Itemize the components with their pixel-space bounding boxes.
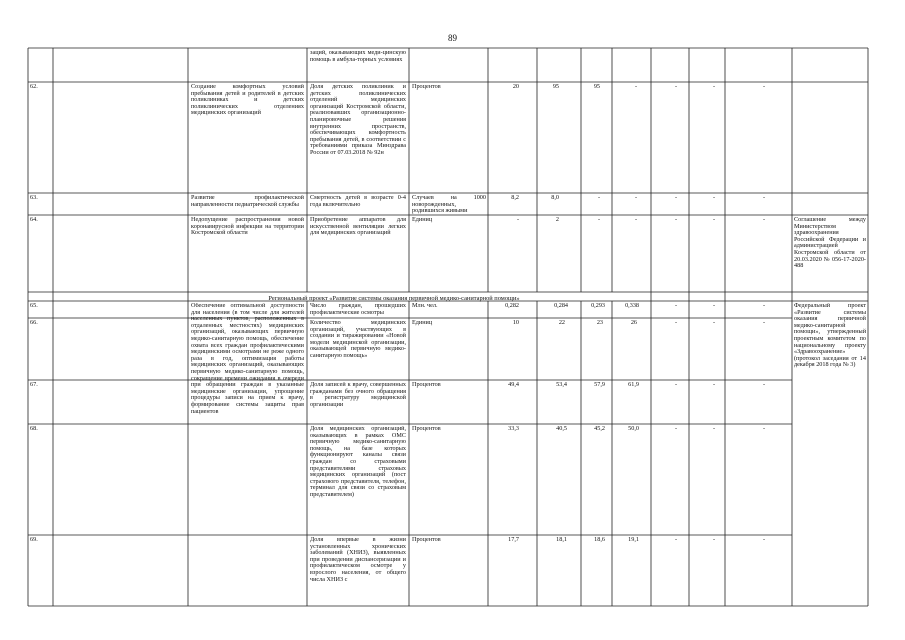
indicator-text: Доля впервые в жизни установленных хронических заболеваний (ХНИЗ), выявленных при проведении диспансеризации и профилактическом осмотре у взрослого населения, от общего числа ХНИЗ с xyxy=(310,537,406,583)
unit-text: Случаев на 1000 новорожденных, родившихся живыми xyxy=(412,195,486,215)
page-number: 89 xyxy=(448,33,457,43)
value-2020: 18,1 xyxy=(556,537,567,543)
value-2024: - xyxy=(712,303,715,309)
value-2021: - xyxy=(597,195,600,201)
value-2023: - xyxy=(674,537,677,543)
indicator-text: Количество медицинских организаций, участвующих в создании и тиражировании «Новой модели медицинской организации, оказывающей первичную медико-санитарную помощь» xyxy=(310,320,406,359)
value-2021: 95 xyxy=(593,84,600,90)
value-2023: - xyxy=(674,303,677,309)
unit-text: Единиц xyxy=(412,217,433,223)
value-2023: - xyxy=(674,382,677,388)
event-text: Недопущение распространения новой коронавирусной инфекции на территории Костромской области xyxy=(191,217,304,237)
value-2019: 17,7 xyxy=(508,537,519,543)
value-2025: - xyxy=(762,382,765,388)
indicator-text: Доля медицинских организаций, оказывающих в рамках ОМС первичную медико-санитарную помощь, на базе которых функционируют каналы связи граждан со страховыми представителями страховых медицинских организаций (пост страхового представителя, телефон, терминал для связи со страховым представителем) xyxy=(310,426,406,498)
value-2022: 0,338 xyxy=(625,303,639,309)
basis-note: Соглашение между Министерством здравоохранения Российской Федерации и администрацией Костромской области от 20.03.2020 № 056-17-2020-488 xyxy=(794,217,866,270)
value-2022: - xyxy=(634,217,637,223)
event-text: Развитие профилактической направленности педиатрической службы xyxy=(191,195,304,208)
row-number: 63. xyxy=(30,195,38,201)
value-2021: 0,293 xyxy=(591,303,605,309)
value-2023: - xyxy=(674,84,677,90)
value-2019: 0,282 xyxy=(505,303,519,309)
row-number: 66. xyxy=(30,320,38,326)
row-number: 62. xyxy=(30,84,38,90)
value-2021: 18,6 xyxy=(594,537,605,543)
value-2024: - xyxy=(712,84,715,90)
value-2019: 20 xyxy=(512,84,519,90)
value-2020: 53,4 xyxy=(556,382,567,388)
row-number: 68. xyxy=(30,426,38,432)
event-text: Создание комфортных условий пребывания детей и родителей в детских поликлиниках и детских поликлинических отделениях медицинских организаций xyxy=(191,84,304,117)
value-2020: 0,284 xyxy=(554,303,568,309)
unit-text: Процентов xyxy=(412,382,441,388)
value-2025: - xyxy=(762,217,765,223)
unit-text: Процентов xyxy=(412,426,441,432)
indicator-text: Приобретение аппаратов для искусственной вентиляции легких для медицинских организаций xyxy=(310,217,406,237)
value-2024: - xyxy=(712,195,715,201)
value-2019: 33,3 xyxy=(508,426,519,432)
value-2020: 2 xyxy=(555,217,559,223)
value-2023: - xyxy=(674,217,677,223)
unit-text: Процентов xyxy=(412,84,441,90)
value-2022: 19,1 xyxy=(628,537,639,543)
value-2020: 95 xyxy=(552,84,559,90)
value-2025: - xyxy=(762,195,765,201)
value-2019: - xyxy=(516,217,519,223)
value-2023: - xyxy=(674,426,677,432)
section-event-text: Обеспечение оптимальной доступности для населения (в том числе для жителей населенных пунктов, расположенных в отдаленных местностях) медицинских организаций, оказывающих первичную медико-санитарную помощь, обеспечение охвата всех граждан профилактическими медицинскими осмотрами не реже одного раза в год, оптимизация работы медицинских организаций, оказывающих первичную медико-санитарную помощь, сокращение времени ожидания в очереди при обращении граждан в указанные медицинские организации, упрощение процедуры записи на прием к врачу, формирование системы защиты прав пациентов xyxy=(191,303,304,415)
indicator-text: Число граждан, прошедших профилактические осмотры xyxy=(310,303,406,316)
value-2023: - xyxy=(674,195,677,201)
value-2021: - xyxy=(597,217,600,223)
value-2019: 49,4 xyxy=(508,382,519,388)
value-2019: 8,2 xyxy=(511,195,519,201)
value-2023: - xyxy=(674,320,677,326)
value-2024: - xyxy=(712,382,715,388)
value-2021: 57,9 xyxy=(594,382,605,388)
section-basis-note: Федеральный проект «Развитие системы оказания первичной медико-санитарной помощи», утвержденный проектным комитетом по национальному проекту «Здравоохранение» (протокол заседания от 14 декабря 2018 года № 3) xyxy=(794,303,866,369)
carryover-indicator: заций, оказывающих меди-цинскую помощь в амбула-торных условиях xyxy=(310,50,406,63)
indicator-text: Смертность детей в возрасте 0-4 года включительно xyxy=(310,195,406,208)
value-2025: - xyxy=(762,84,765,90)
section-title: Региональный проект «Развитие системы оказания первичной медико-санитарной помощи» xyxy=(268,294,520,302)
value-2025: - xyxy=(762,320,765,326)
unit-text: Процентов xyxy=(412,537,441,543)
value-2020: 8,0 xyxy=(551,195,559,201)
value-2024: - xyxy=(712,426,715,432)
value-2025: - xyxy=(762,303,765,309)
row-number: 65. xyxy=(30,303,38,309)
value-2025: - xyxy=(762,426,765,432)
value-2024: - xyxy=(712,320,715,326)
value-2020: 40,5 xyxy=(556,426,567,432)
value-2021: 45,2 xyxy=(594,426,605,432)
value-2024: - xyxy=(712,217,715,223)
value-2022: - xyxy=(634,195,637,201)
indicator-text: Доля детских поликлиник и детских поликлинических отделений медицинских организаций Костромской области, реализовавших организационно-планировочные решения внутренних пространств, обеспечивающих комфортность пребывания детей, в соответствии с требованиями приказа Минздрава России от 07.03.2018 № 92н xyxy=(310,84,406,156)
value-2022: - xyxy=(634,84,637,90)
value-2022: 61,9 xyxy=(628,382,639,388)
row-number: 64. xyxy=(30,217,38,223)
value-2020: 22 xyxy=(558,320,565,326)
value-2024: - xyxy=(712,537,715,543)
row-number: 69. xyxy=(30,537,38,543)
unit-text: Млн. чел. xyxy=(412,303,438,309)
indicator-text: Доля записей к врачу, совершенных гражданами без очного обращения в регистратуру медицинской организации xyxy=(310,382,406,408)
value-2021: 23 xyxy=(596,320,603,326)
value-2022: 50,0 xyxy=(628,426,639,432)
value-2019: 10 xyxy=(512,320,519,326)
value-2022: 26 xyxy=(630,320,637,326)
value-2025: - xyxy=(762,537,765,543)
unit-text: Единиц xyxy=(412,320,433,326)
row-number: 67. xyxy=(30,382,38,388)
